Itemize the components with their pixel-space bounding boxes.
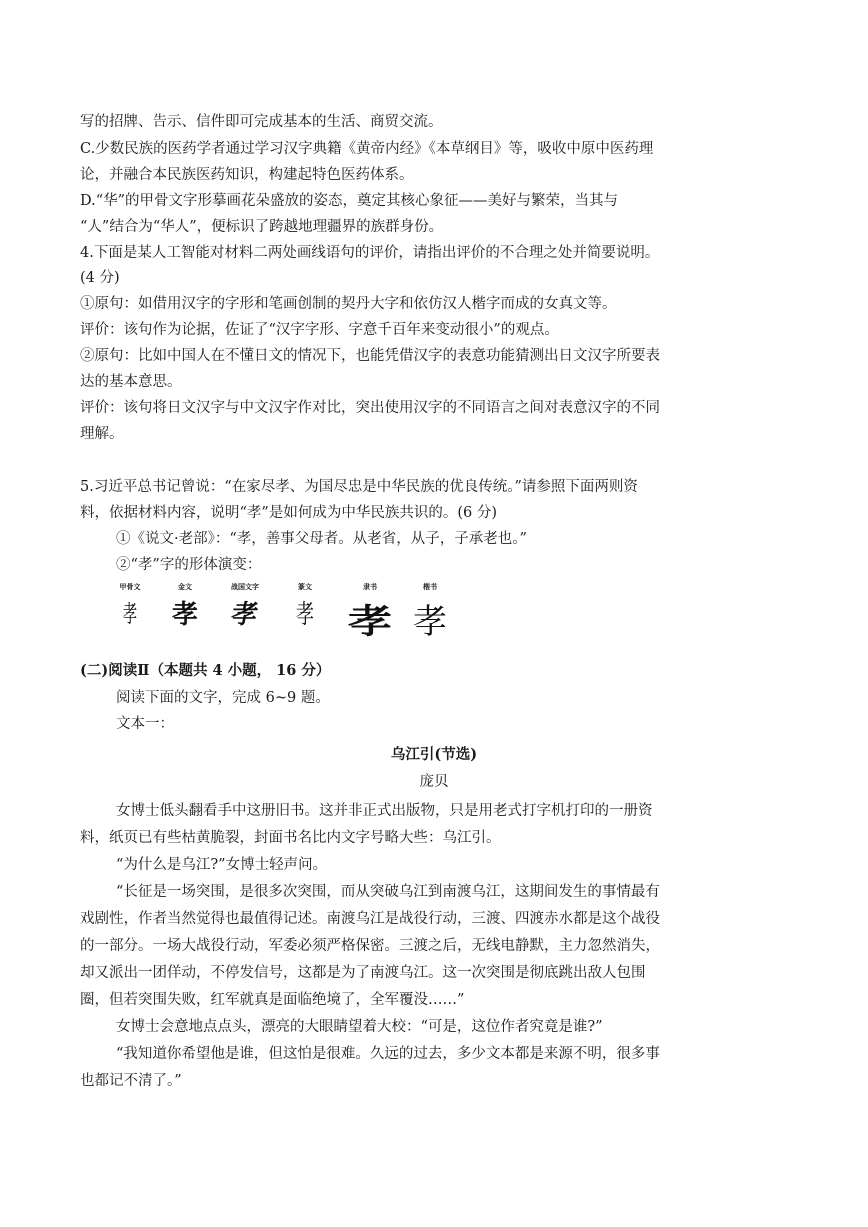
passage-line: “我知道你希望他是谁，但这怕是很难。久远的过去，多少文本都是来源不明，很多事: [116, 1046, 660, 1062]
xiao-evolution-figure: [100, 582, 460, 642]
glyph-bronze: 金文 孝: [171, 583, 198, 630]
text-label: 文本一：: [116, 716, 174, 732]
question-4-line: 4.下面是某人工智能对材料二两处画线语句的评价，请指出评价的不合理之处并简要说明。: [80, 245, 660, 261]
option-c-line: C.少数民族的医药学者通过学习汉字典籍《黄帝内经》《本草纲目》等，吸收中原中医药理: [80, 141, 654, 157]
passage-line: 却又派出一团佯动，不停发信号，这都是为了南渡乌江。这一次突围是彻底跳出敌人包围: [80, 965, 646, 981]
glyph-oracle: 甲骨文 孝: [119, 583, 141, 628]
passage-line: 圈，但若突围失败，红军就真是面临绝境了，全军覆没……”: [80, 992, 465, 1008]
passage-author: 庞贝: [419, 774, 449, 790]
question-4-score: (4 分): [80, 270, 120, 286]
passage-line: 也都记不清了。”: [80, 1073, 182, 1089]
text-line: 论，并融合本民族医药知识，构建起特色医药体系。: [80, 167, 414, 183]
passage-line: 的一部分。一场大战役行动，军委必须严格保密。三渡之后，无线电静默，主力忽然消失，: [80, 938, 660, 954]
passage-line: 女博士低头翻看手中这册旧书。这并非正式出版物，只是用老式打字机打印的一册资: [116, 803, 653, 819]
text-line: ②原句：比如中国人在不懂日文的情况下，也能凭借汉字的表意功能猜测出日文汉字所要表: [80, 348, 660, 364]
text-line: ①原句：如借用汉字的字形和笔画创制的契丹大字和依仿汉人楷字而成的女真文等。: [80, 296, 617, 312]
source-2-line: ②“孝”字的形体演变：: [116, 557, 262, 573]
text-line: “人”结合为“华人”，便标识了跨越地理疆界的族群身份。: [80, 219, 444, 235]
passage-line: 戏剧性，作者当然觉得也最值得记述。南渡乌江是战役行动，三渡、四渡赤水都是这个战役: [80, 911, 660, 927]
source-1-line: ①《说文·老部》：“孝，善事父母者。从老省，从子，子承老也。”: [116, 531, 527, 547]
glyph-clerical: 隶书 孝: [347, 583, 393, 642]
instruction-line: 阅读下面的文字，完成 6~9 题。: [116, 690, 330, 706]
passage-line: 料，纸页已有些枯黄脆裂，封面书名比内文字号略大些：乌江引。: [80, 830, 501, 846]
passage-line: “为什么是乌江?”女博士轻声问。: [116, 857, 328, 873]
glyph-warring-states: 战国文字 孝: [228, 583, 261, 630]
passage-line: “长征是一场突围，是很多次突围，而从突破乌江到南渡乌江，这期间发生的事情最有: [116, 884, 660, 900]
text-line: 理解。: [80, 426, 124, 442]
passage-line: 女博士会意地点点头，漂亮的大眼睛望着大校：“可是，这位作者究竟是谁?”: [116, 1019, 603, 1035]
glyph-seal: 篆文 孝: [295, 583, 315, 630]
option-d-line: D.“华”的甲骨文字形摹画花朵盛放的姿态，奠定其核心象征——美好与繁荣，当其与: [80, 193, 619, 209]
text-line: 评价：该句作为论据，佐证了“汉字字形、字意千百年来变动很小”的观点。: [80, 322, 559, 338]
text-line: 料，依据材料内容，说明“孝”是如何成为中华民族共识的。(6 分): [80, 505, 497, 521]
text-line: 写的招牌、告示、信件即可完成基本的生活、商贸交流。: [80, 114, 443, 130]
question-5-line: 5.习近平总书记曾说：“在家尽孝、为国尽忠是中华民族的优良传统。”请参照下面两则资: [80, 479, 638, 495]
passage-title: 乌江引(节选): [390, 746, 478, 763]
section-heading: (二)阅读Ⅱ（本题共 4 小题， 16 分）: [80, 662, 331, 679]
text-line: 达的基本意思。: [80, 374, 182, 390]
glyph-regular: 楷书 孝: [413, 583, 447, 642]
text-line: 评价：该句将日文汉字与中文汉字作对比，突出使用汉字的不同语言之间对表意汉字的不同: [80, 400, 660, 416]
